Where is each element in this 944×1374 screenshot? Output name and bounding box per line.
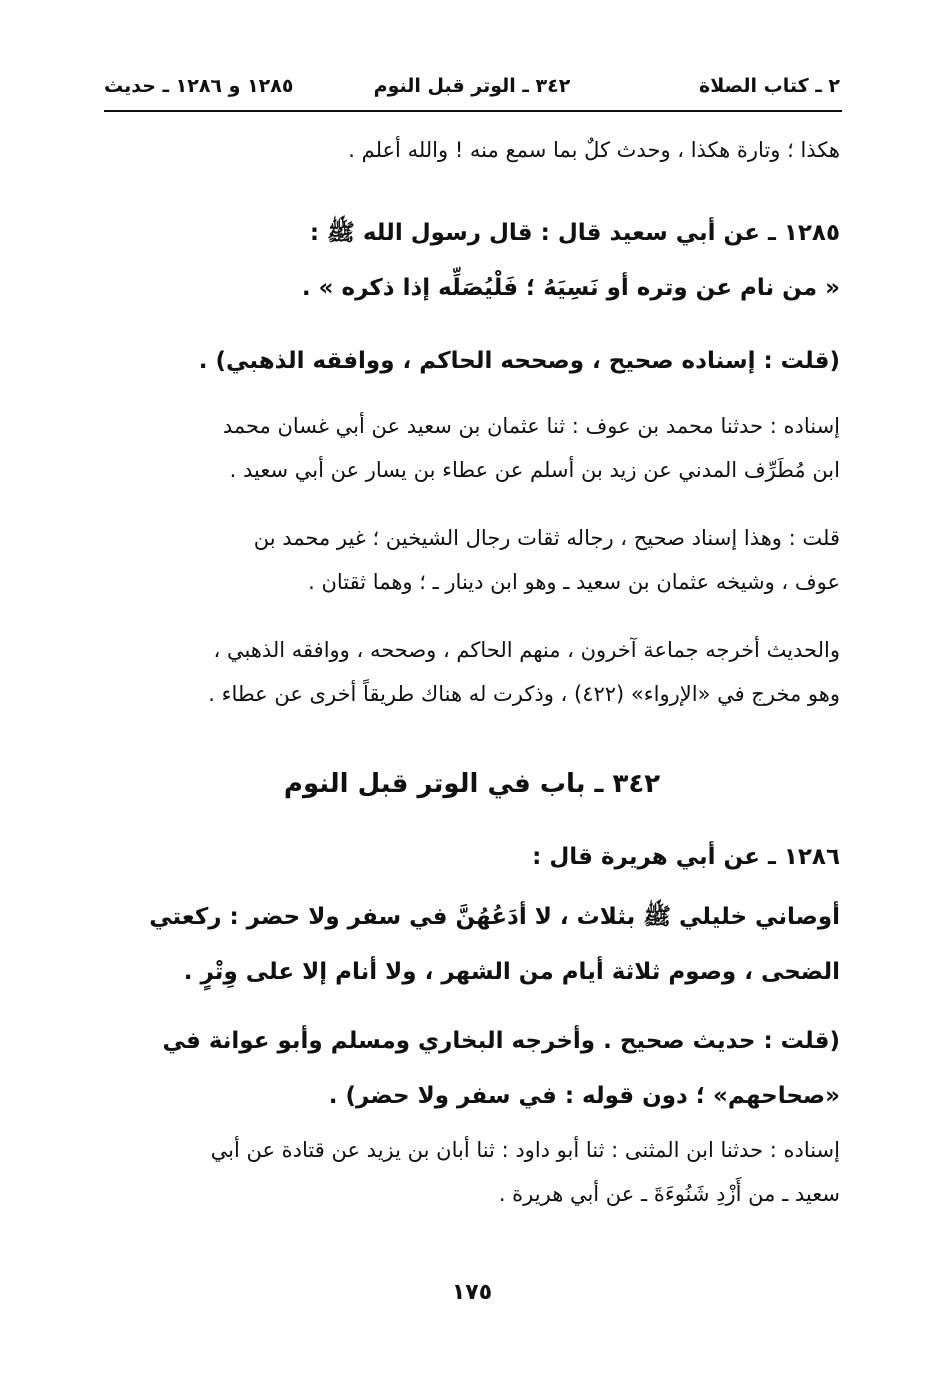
isnad-1286-line-2: سعيد ـ من أَزْدِ شَنُوءَةَ ـ عن أبي هريرة . <box>498 1182 840 1206</box>
hadith-1286-heading: ١٢٨٦ ـ عن أبي هريرة قال : <box>532 844 840 870</box>
running-header <box>104 66 840 106</box>
comment-1285-b <box>104 628 840 716</box>
isnad-1285-line-2: ابن مُطَرِّف المدني عن زيد بن أسلم عن عطاء بن يسار عن أبي سعيد . <box>229 458 840 482</box>
isnad-1286 <box>104 1128 840 1216</box>
hadith-1286 <box>104 890 840 1000</box>
hadith-1286-line-1: أوصاني خليلي ﷺ بثلاث ، لا أدَعُهُنَّ في سفر ولا حضر : ركعتي <box>149 904 840 930</box>
header-hadith-range: ١٢٨٥ و ١٢٨٦ ـ حديث <box>104 75 294 97</box>
hadith-1285 <box>104 206 840 316</box>
comment-1285-b-line-2: وهو مخرج في «الإرواء» (٤٢٢) ، وذكرت له هناك طريقاً أخرى عن عطاء . <box>208 682 840 706</box>
chapter-title: ٣٤٢ ـ باب في الوتر قبل النوم <box>283 769 661 799</box>
hadith-1285-grading <box>104 334 840 389</box>
hadith-1285-heading: ١٢٨٥ ـ عن أبي سعيد قال : قال رسول الله ﷺ : <box>309 220 840 246</box>
hadith-1286-grading-line-1: (قلت : حديث صحيح . وأخرجه البخاري ومسلم وأبو عوانة في <box>162 1028 840 1054</box>
hadith-1286-line-2: الضحى ، وصوم ثلاثة أيام من الشهر ، ولا أنام إلا على وِتْرٍ . <box>183 959 840 985</box>
isnad-1285-line-1: إسناده : حدثنا محمد بن عوف : ثنا عثمان بن سعيد عن أبي غسان محمد <box>222 414 840 438</box>
comment-1285-a-line-2: عوف ، وشيخه عثمان بن سعيد ـ وهو ابن دينار ـ ؛ وهما ثقتان . <box>308 570 840 594</box>
hadith-1285-text: « من نام عن وتره أو نَسِيَهُ ؛ فَلْيُصَلِّه إذا ذكره » . <box>301 275 840 301</box>
hadith-1286-heading-block <box>104 830 840 885</box>
comment-1285-a-line-1: قلت : وهذا إسناد صحيح ، رجاله ثقات رجال الشيخين ؛ غير محمد بن <box>253 526 840 550</box>
header-chapter-title: ٣٤٢ ـ الوتر قبل النوم <box>373 75 571 97</box>
comment-1285-a <box>104 516 840 604</box>
header-divider <box>104 110 842 112</box>
page-number: ١٧٥ <box>451 1280 493 1305</box>
intro-line: هكذا ؛ وتارة هكذا ، وحدث كلٌ بما سمع منه ! والله أعلم . <box>348 138 840 162</box>
isnad-1285 <box>104 404 840 492</box>
isnad-1286-line-1: إسناده : حدثنا ابن المثنى : ثنا أبو داود : ثنا أبان بن يزيد عن قتادة عن أبي <box>210 1138 840 1162</box>
hadith-1285-grading-line: (قلت : إسناده صحيح ، وصححه الحاكم ، ووافقه الذهبي) . <box>198 348 840 374</box>
comment-1285-b-line-1: والحديث أخرجه جماعة آخرون ، منهم الحاكم ، وصححه ، ووافقه الذهبي ، <box>213 638 840 662</box>
header-book-title: ٢ ـ كتاب الصلاة <box>699 75 840 97</box>
hadith-1286-grading <box>104 1014 840 1124</box>
hadith-1286-grading-line-2: «صحاحهم» ؛ دون قوله : في سفر ولا حضر) . <box>328 1083 840 1109</box>
intro-paragraph <box>104 128 840 172</box>
